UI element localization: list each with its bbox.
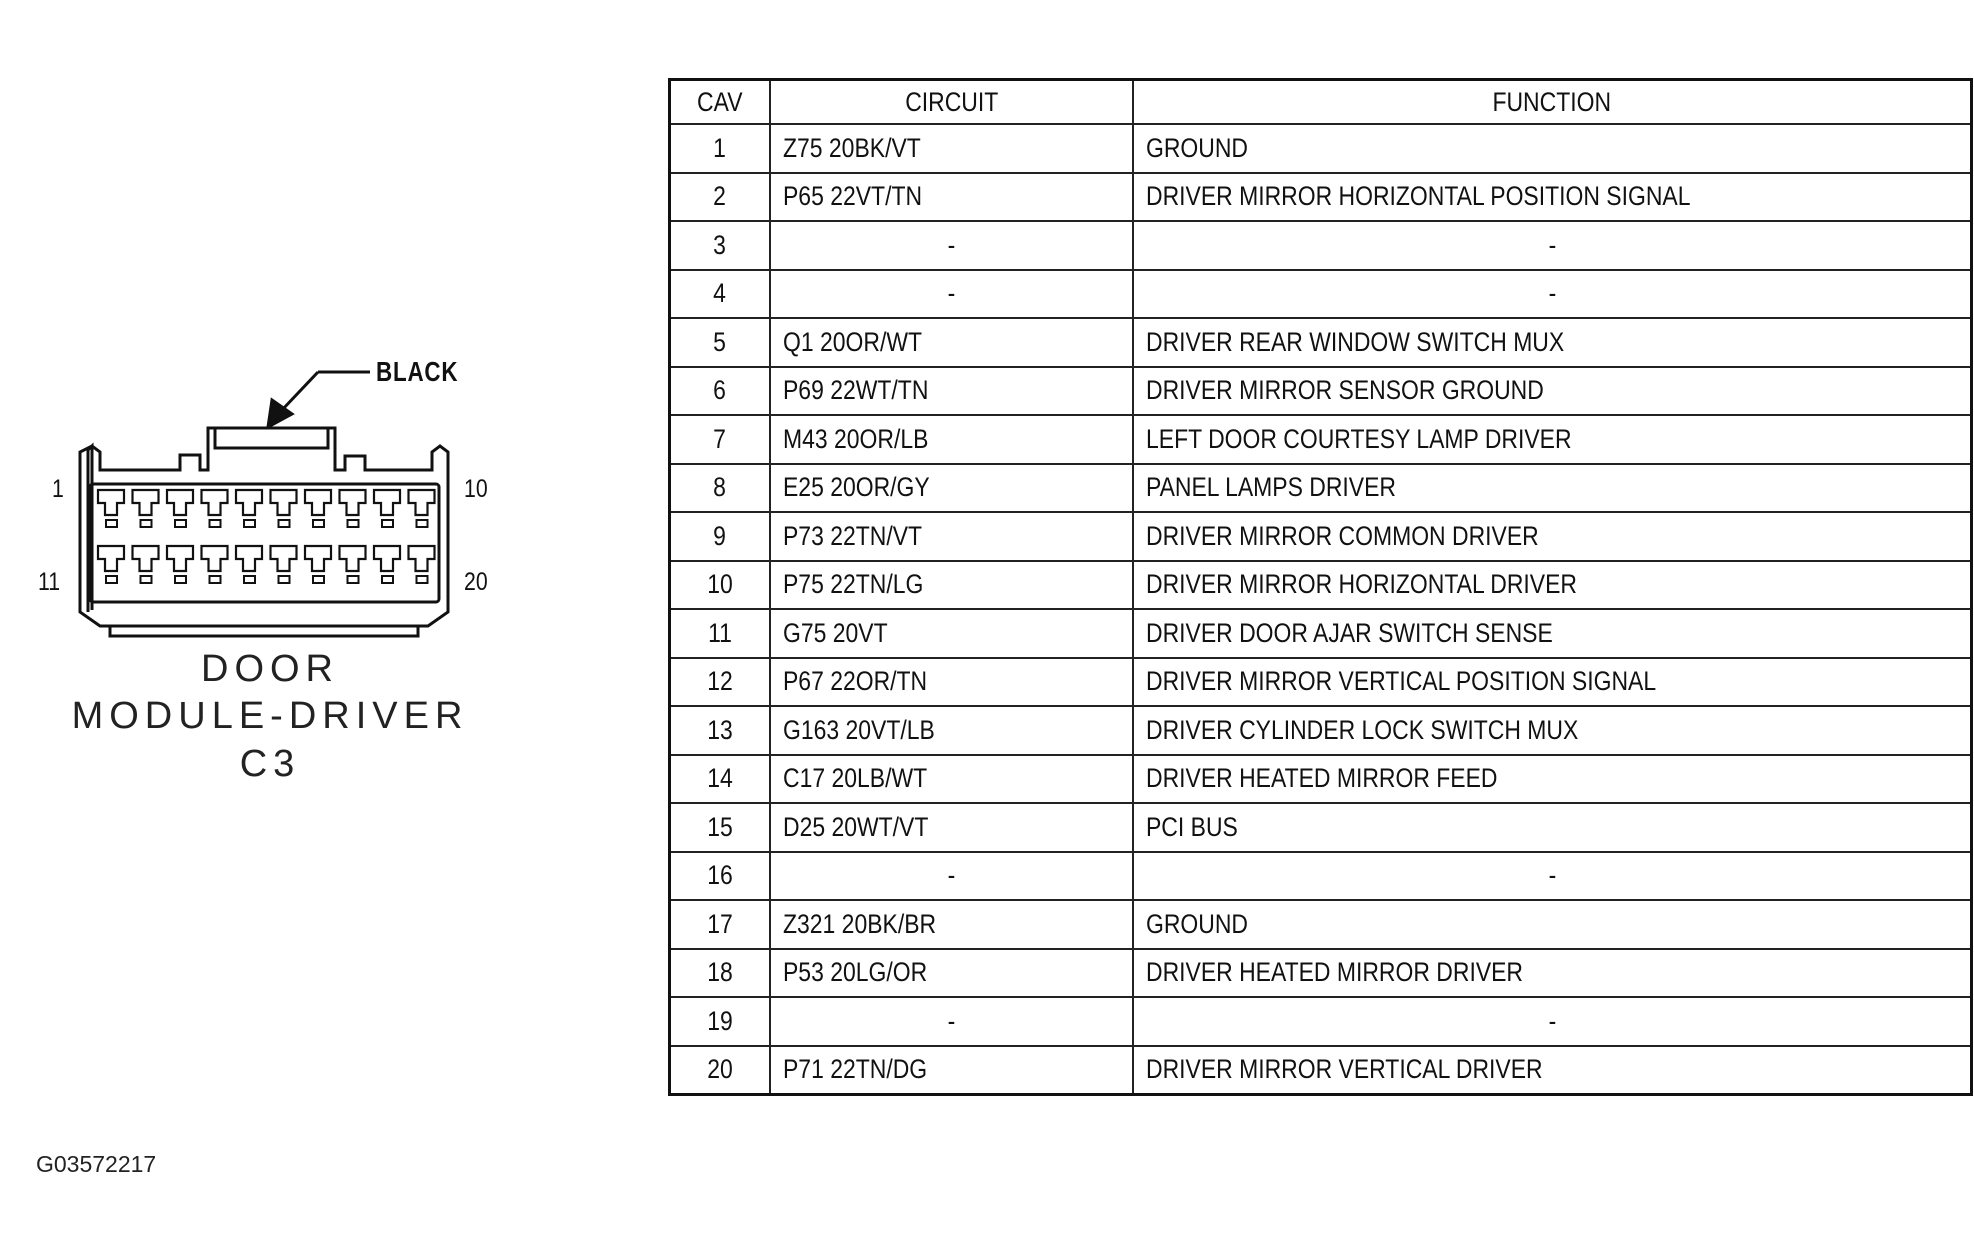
pin-label-top-left: 1 xyxy=(52,475,64,503)
table-row xyxy=(670,512,1972,561)
function-cell: DRIVER MIRROR VERTICAL POSITION SIGNAL xyxy=(1133,658,1972,707)
cavity-lock-14 xyxy=(210,576,221,583)
function-cell: PCI BUS xyxy=(1133,803,1972,852)
connector-cavity-2 xyxy=(133,490,159,515)
connector-cavity-16 xyxy=(271,546,297,571)
connector-caption-line3: C3 xyxy=(239,743,301,785)
circuit-cell: M43 20OR/LB xyxy=(770,415,1133,464)
circuit-cell: - xyxy=(770,852,1133,901)
function-cell: - xyxy=(1133,852,1972,901)
cav-cell: 2 xyxy=(670,173,771,222)
circuit-cell: P69 22WT/TN xyxy=(770,367,1133,416)
pin-label-bottom-left: 11 xyxy=(38,568,61,596)
header-cav: CAV xyxy=(670,80,771,125)
function-cell: DRIVER HEATED MIRROR DRIVER xyxy=(1133,949,1972,998)
cav-cell: 17 xyxy=(670,900,771,949)
cavity-lock-12 xyxy=(141,576,152,583)
circuit-cell: Z321 20BK/BR xyxy=(770,900,1133,949)
cavity-lock-9 xyxy=(382,520,393,527)
cav-cell: 8 xyxy=(670,464,771,513)
connector-cavity-8 xyxy=(340,490,366,515)
connector-cavity-5 xyxy=(236,490,262,515)
connector-cavity-12 xyxy=(133,546,159,571)
cavity-lock-3 xyxy=(175,520,186,527)
table-row xyxy=(670,124,1972,173)
table-row xyxy=(670,900,1972,949)
circuit-cell: Z75 20BK/VT xyxy=(770,124,1133,173)
cavity-grid xyxy=(98,490,435,583)
connector-cavity-9 xyxy=(374,490,400,515)
function-cell: DRIVER CYLINDER LOCK SWITCH MUX xyxy=(1133,706,1972,755)
connector-caption-line2: MODULE-DRIVER xyxy=(71,695,469,737)
cavity-lock-4 xyxy=(210,520,221,527)
pin-label-top-right: 10 xyxy=(464,475,488,503)
function-cell: - xyxy=(1133,997,1972,1046)
function-cell: - xyxy=(1133,270,1972,319)
circuit-cell: P53 20LG/OR xyxy=(770,949,1133,998)
connector-cavity-15 xyxy=(236,546,262,571)
cav-cell: 1 xyxy=(670,124,771,173)
cavity-lock-16 xyxy=(279,576,290,583)
function-cell: DRIVER DOOR AJAR SWITCH SENSE xyxy=(1133,609,1972,658)
connector-caption-line1: DOOR xyxy=(201,648,339,690)
connector-cavity-10 xyxy=(409,490,435,515)
cav-cell: 20 xyxy=(670,1046,771,1095)
circuit-cell: E25 20OR/GY xyxy=(770,464,1133,513)
cavity-lock-15 xyxy=(244,576,255,583)
cav-cell: 12 xyxy=(670,658,771,707)
connector-cavity-13 xyxy=(167,546,193,571)
table-header-row xyxy=(670,80,1972,125)
function-cell: GROUND xyxy=(1133,900,1972,949)
table-row xyxy=(670,464,1972,513)
function-cell: GROUND xyxy=(1133,124,1972,173)
table-row xyxy=(670,755,1972,804)
cavity-lock-6 xyxy=(279,520,290,527)
connector-diagram xyxy=(0,0,520,660)
cavity-lock-1 xyxy=(106,520,117,527)
circuit-cell: - xyxy=(770,270,1133,319)
cavity-lock-5 xyxy=(244,520,255,527)
circuit-cell: C17 20LB/WT xyxy=(770,755,1133,804)
cavity-lock-11 xyxy=(106,576,117,583)
circuit-cell: G75 20VT xyxy=(770,609,1133,658)
pinout-table xyxy=(668,78,1973,1096)
connector-cavity-14 xyxy=(202,546,228,571)
cavity-lock-2 xyxy=(141,520,152,527)
cav-cell: 5 xyxy=(670,318,771,367)
table-row xyxy=(670,1046,1972,1095)
cav-cell: 3 xyxy=(670,221,771,270)
table-row xyxy=(670,997,1972,1046)
table-row xyxy=(670,367,1972,416)
circuit-cell: Q1 20OR/WT xyxy=(770,318,1133,367)
connector-cavity-20 xyxy=(409,546,435,571)
cav-cell: 6 xyxy=(670,367,771,416)
cav-cell: 15 xyxy=(670,803,771,852)
circuit-cell: P65 22VT/TN xyxy=(770,173,1133,222)
function-cell: DRIVER MIRROR HORIZONTAL POSITION SIGNAL xyxy=(1133,173,1972,222)
cavity-lock-17 xyxy=(313,576,324,583)
function-cell: DRIVER MIRROR SENSOR GROUND xyxy=(1133,367,1972,416)
table-row xyxy=(670,949,1972,998)
cav-cell: 18 xyxy=(670,949,771,998)
connector-cavity-4 xyxy=(202,490,228,515)
circuit-cell: D25 20WT/VT xyxy=(770,803,1133,852)
cav-cell: 10 xyxy=(670,561,771,610)
cav-cell: 4 xyxy=(670,270,771,319)
circuit-cell: G163 20VT/LB xyxy=(770,706,1133,755)
function-cell: DRIVER MIRROR COMMON DRIVER xyxy=(1133,512,1972,561)
connector-color-callout: BLACK xyxy=(376,356,459,387)
header-function: FUNCTION xyxy=(1133,80,1972,125)
cavity-lock-8 xyxy=(348,520,359,527)
connector-cavity-3 xyxy=(167,490,193,515)
cav-cell: 13 xyxy=(670,706,771,755)
table-row xyxy=(670,221,1972,270)
table-row xyxy=(670,270,1972,319)
table-row xyxy=(670,561,1972,610)
connector-cavity-19 xyxy=(374,546,400,571)
table-row xyxy=(670,318,1972,367)
circuit-cell: P71 22TN/DG xyxy=(770,1046,1133,1095)
circuit-cell: P67 22OR/TN xyxy=(770,658,1133,707)
function-cell: DRIVER MIRROR VERTICAL DRIVER xyxy=(1133,1046,1972,1095)
table-row xyxy=(670,803,1972,852)
cavity-lock-7 xyxy=(313,520,324,527)
cav-cell: 16 xyxy=(670,852,771,901)
function-cell: DRIVER MIRROR HORIZONTAL DRIVER xyxy=(1133,561,1972,610)
cav-cell: 14 xyxy=(670,755,771,804)
function-cell: - xyxy=(1133,221,1972,270)
table-row xyxy=(670,852,1972,901)
circuit-cell: P73 22TN/VT xyxy=(770,512,1133,561)
circuit-cell: P75 22TN/LG xyxy=(770,561,1133,610)
connector-cavity-7 xyxy=(305,490,331,515)
cavity-lock-19 xyxy=(382,576,393,583)
cav-cell: 11 xyxy=(670,609,771,658)
header-circuit: CIRCUIT xyxy=(770,80,1133,125)
cavity-lock-18 xyxy=(348,576,359,583)
cav-cell: 7 xyxy=(670,415,771,464)
circuit-cell: - xyxy=(770,997,1133,1046)
table-row xyxy=(670,173,1972,222)
function-cell: LEFT DOOR COURTESY LAMP DRIVER xyxy=(1133,415,1972,464)
function-cell: DRIVER REAR WINDOW SWITCH MUX xyxy=(1133,318,1972,367)
function-cell: PANEL LAMPS DRIVER xyxy=(1133,464,1972,513)
cavity-lock-20 xyxy=(417,576,428,583)
figure-id: G03572217 xyxy=(36,1151,157,1177)
cavity-lock-13 xyxy=(175,576,186,583)
table-row xyxy=(670,706,1972,755)
connector-cavity-17 xyxy=(305,546,331,571)
connector-cavity-6 xyxy=(271,490,297,515)
table-row xyxy=(670,658,1972,707)
table-row xyxy=(670,415,1972,464)
cav-cell: 9 xyxy=(670,512,771,561)
cavity-lock-10 xyxy=(417,520,428,527)
pin-label-bottom-right: 20 xyxy=(464,568,488,596)
cav-cell: 19 xyxy=(670,997,771,1046)
circuit-cell: - xyxy=(770,221,1133,270)
connector-cavity-18 xyxy=(340,546,366,571)
connector-cavity-1 xyxy=(98,490,124,515)
connector-cavity-11 xyxy=(98,546,124,571)
function-cell: DRIVER HEATED MIRROR FEED xyxy=(1133,755,1972,804)
table-row xyxy=(670,609,1972,658)
